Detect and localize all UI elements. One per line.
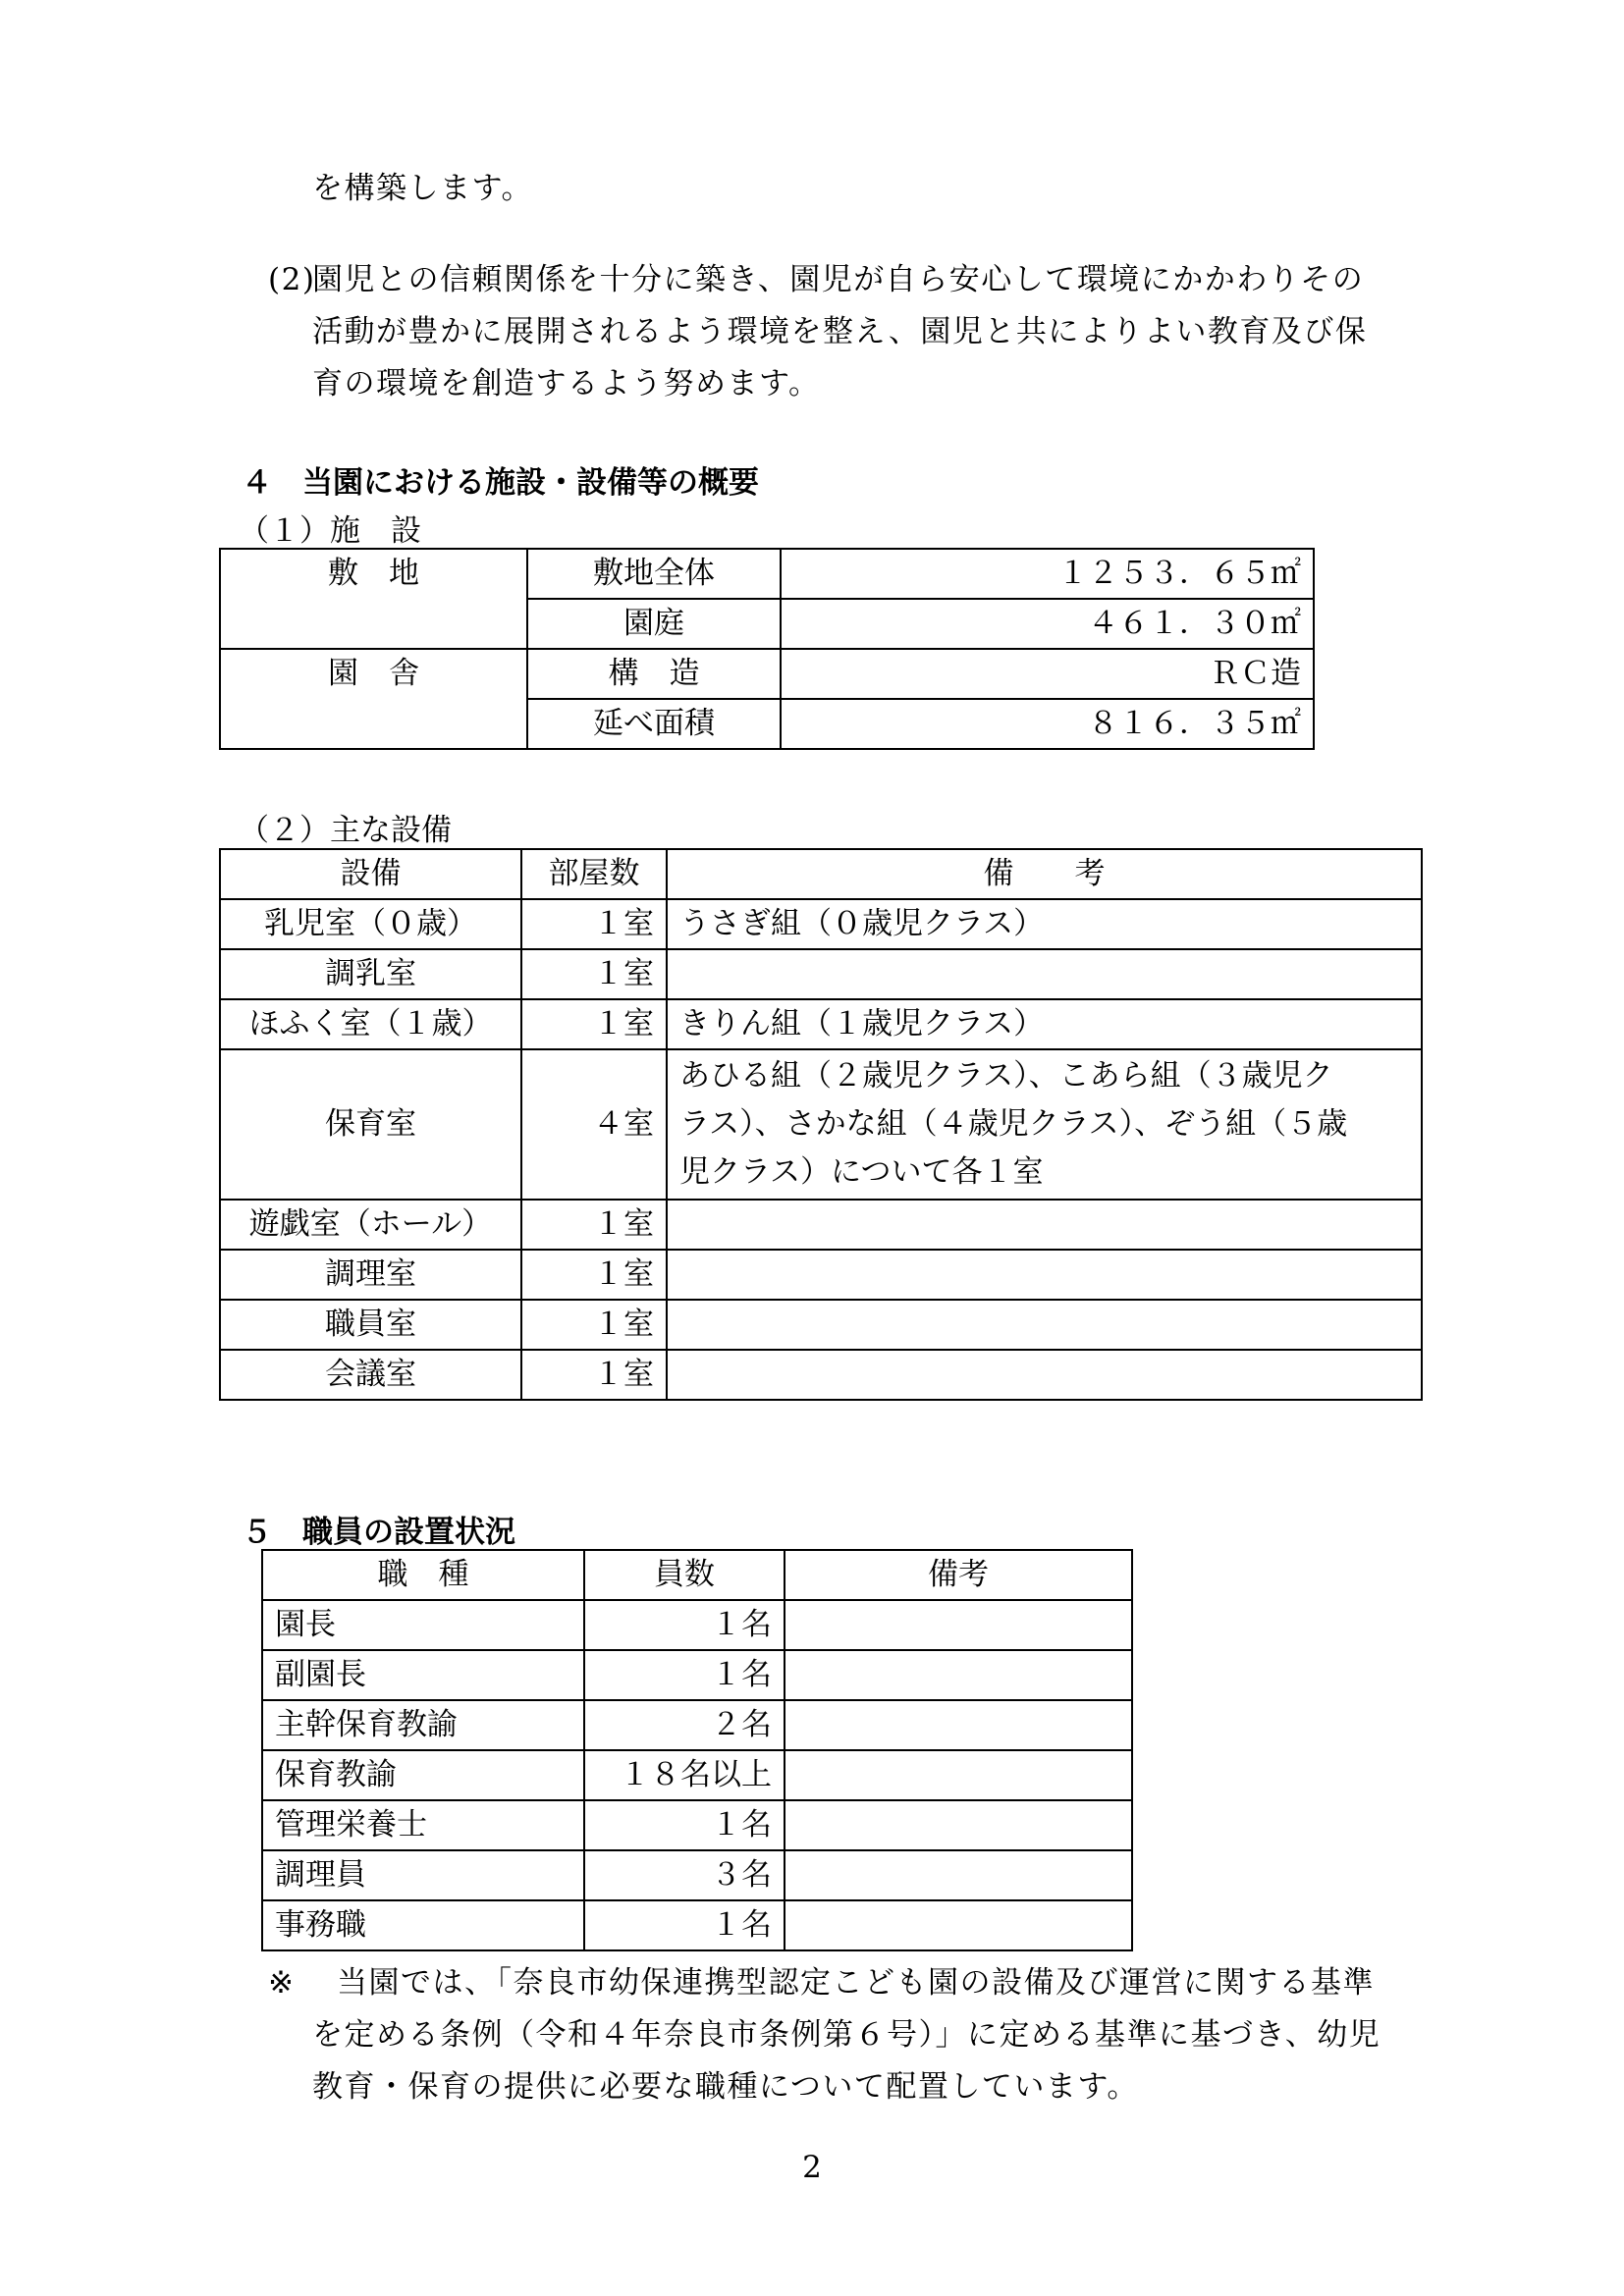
equipment-name: 会議室: [220, 1350, 521, 1400]
staff-role: 調理員: [262, 1850, 584, 1900]
intro-paragraph-line: 育の環境を創造するよう努めます。: [312, 366, 821, 401]
equipment-note: [667, 1049, 1422, 1200]
staff-role: 副園長: [262, 1650, 584, 1700]
column-header: 部屋数: [521, 849, 667, 899]
facility-item: 敷地全体: [527, 549, 781, 599]
column-header: 備 考: [667, 849, 1422, 899]
equipment-note: [667, 1350, 1422, 1400]
staff-count: １名: [584, 1800, 785, 1850]
table-row: [262, 1800, 1132, 1850]
equipment-note: うさぎ組（０歳児クラス）: [667, 899, 1422, 949]
staff-note: [785, 1700, 1132, 1750]
section-heading: ４ 当園における施設・設備等の概要: [242, 465, 759, 501]
note-line: ラス）、さかな組（４歳児クラス）、ぞう組（５歳: [679, 1106, 1348, 1142]
staff-count: ３名: [584, 1850, 785, 1900]
staff-note: [785, 1900, 1132, 1950]
equipment-note: [667, 1300, 1422, 1350]
staff-table: [261, 1549, 1133, 1951]
facility-item: 延べ面積: [527, 699, 781, 749]
equipment-note: [667, 1200, 1422, 1250]
table-row: [220, 649, 1314, 699]
room-count: １室: [521, 1300, 667, 1350]
table-row: [220, 1300, 1422, 1350]
equipment-note: [667, 949, 1422, 999]
note-mark: ※: [268, 1965, 296, 2001]
equipment-note: きりん組（１歳児クラス）: [667, 999, 1422, 1049]
table-row: [220, 1350, 1422, 1400]
room-count: １室: [521, 1350, 667, 1400]
room-count: １室: [521, 1250, 667, 1300]
staff-role: 主幹保育教諭: [262, 1700, 584, 1750]
subsection-heading: （２）主な設備: [239, 813, 452, 848]
intro-line: を構築します。: [312, 171, 534, 206]
note-line: あひる組（２歳児クラス）、こあら組（３歳児ク: [679, 1058, 1333, 1094]
staff-role: 管理栄養士: [262, 1800, 584, 1850]
room-count: １室: [521, 899, 667, 949]
column-header: 設備: [220, 849, 521, 899]
intro-paragraph-line: 活動が豊かに展開されるよう環境を整え、園児と共によりよい教育及び保: [312, 314, 1368, 349]
room-count: １室: [521, 1200, 667, 1250]
column-header: 職 種: [262, 1550, 584, 1600]
staff-note: [785, 1800, 1132, 1850]
facility-value: ４６１．３０㎡: [781, 599, 1314, 649]
room-count: ４室: [521, 1049, 667, 1200]
staff-role: 事務職: [262, 1900, 584, 1950]
room-count: １室: [521, 949, 667, 999]
facility-item: 園庭: [527, 599, 781, 649]
column-header: 員数: [584, 1550, 785, 1600]
staff-count: １８名以上: [584, 1750, 785, 1800]
staff-count: ２名: [584, 1700, 785, 1750]
staff-role: 園長: [262, 1600, 584, 1650]
equipment-name: 遊戯室（ホール）: [220, 1200, 521, 1250]
table-row: [262, 1750, 1132, 1800]
equipment-note: [667, 1250, 1422, 1300]
table-row: [262, 1650, 1132, 1700]
table-row: [220, 1200, 1422, 1250]
site-label: 敷 地: [220, 549, 527, 649]
table-row: [220, 549, 1314, 599]
table-row: [262, 1900, 1132, 1950]
facility-item: 構 造: [527, 649, 781, 699]
staff-note: [785, 1600, 1132, 1650]
staff-count: １名: [584, 1600, 785, 1650]
facility-table: [219, 548, 1315, 750]
equipment-name: 乳児室（０歳）: [220, 899, 521, 949]
table-row: [220, 999, 1422, 1049]
staff-note: [785, 1650, 1132, 1700]
intro-paragraph-line: 園児との信頼関係を十分に築き、園児が自ら安心して環境にかかわりその: [312, 262, 1365, 297]
staff-role: 保育教諭: [262, 1750, 584, 1800]
equipment-name: 調乳室: [220, 949, 521, 999]
table-row: [220, 949, 1422, 999]
building-label: 園 舎: [220, 649, 527, 749]
note-line: を定める条例（令和４年奈良市条例第６号）」に定める基準に基づき、幼児: [312, 2017, 1381, 2053]
column-header: 備考: [785, 1550, 1132, 1600]
note-line: 教育・保育の提供に必要な職種について配置しています。: [312, 2069, 1139, 2105]
staff-note: [785, 1750, 1132, 1800]
page-number: 2: [802, 2150, 822, 2185]
equipment-name: 調理室: [220, 1250, 521, 1300]
table-row: [262, 1600, 1132, 1650]
equipment-name: 保育室: [220, 1049, 521, 1200]
equipment-name: ほふく室（１歳）: [220, 999, 521, 1049]
staff-note: [785, 1850, 1132, 1900]
section-heading: ５ 職員の設置状況: [242, 1515, 515, 1550]
subsection-heading: （１）施 設: [239, 513, 421, 549]
note-line: 児クラス）について各１室: [679, 1154, 1044, 1190]
table-row: [220, 899, 1422, 949]
table-row: [262, 1700, 1132, 1750]
table-row: [220, 1049, 1422, 1200]
facility-value: ８１６．３５㎡: [781, 699, 1314, 749]
staff-count: １名: [584, 1650, 785, 1700]
table-header-row: [262, 1550, 1132, 1600]
table-header-row: [220, 849, 1422, 899]
room-count: １室: [521, 999, 667, 1049]
note-line: 当園では、「奈良市幼保連携型認定こども園の設備及び運営に関する基準: [337, 1965, 1375, 2001]
table-row: [262, 1850, 1132, 1900]
facility-value: ＲＣ造: [781, 649, 1314, 699]
table-row: [220, 1250, 1422, 1300]
item-marker: (2): [268, 262, 316, 297]
equipment-name: 職員室: [220, 1300, 521, 1350]
facility-value: １２５３．６５㎡: [781, 549, 1314, 599]
equipment-table: [219, 848, 1423, 1401]
staff-count: １名: [584, 1900, 785, 1950]
